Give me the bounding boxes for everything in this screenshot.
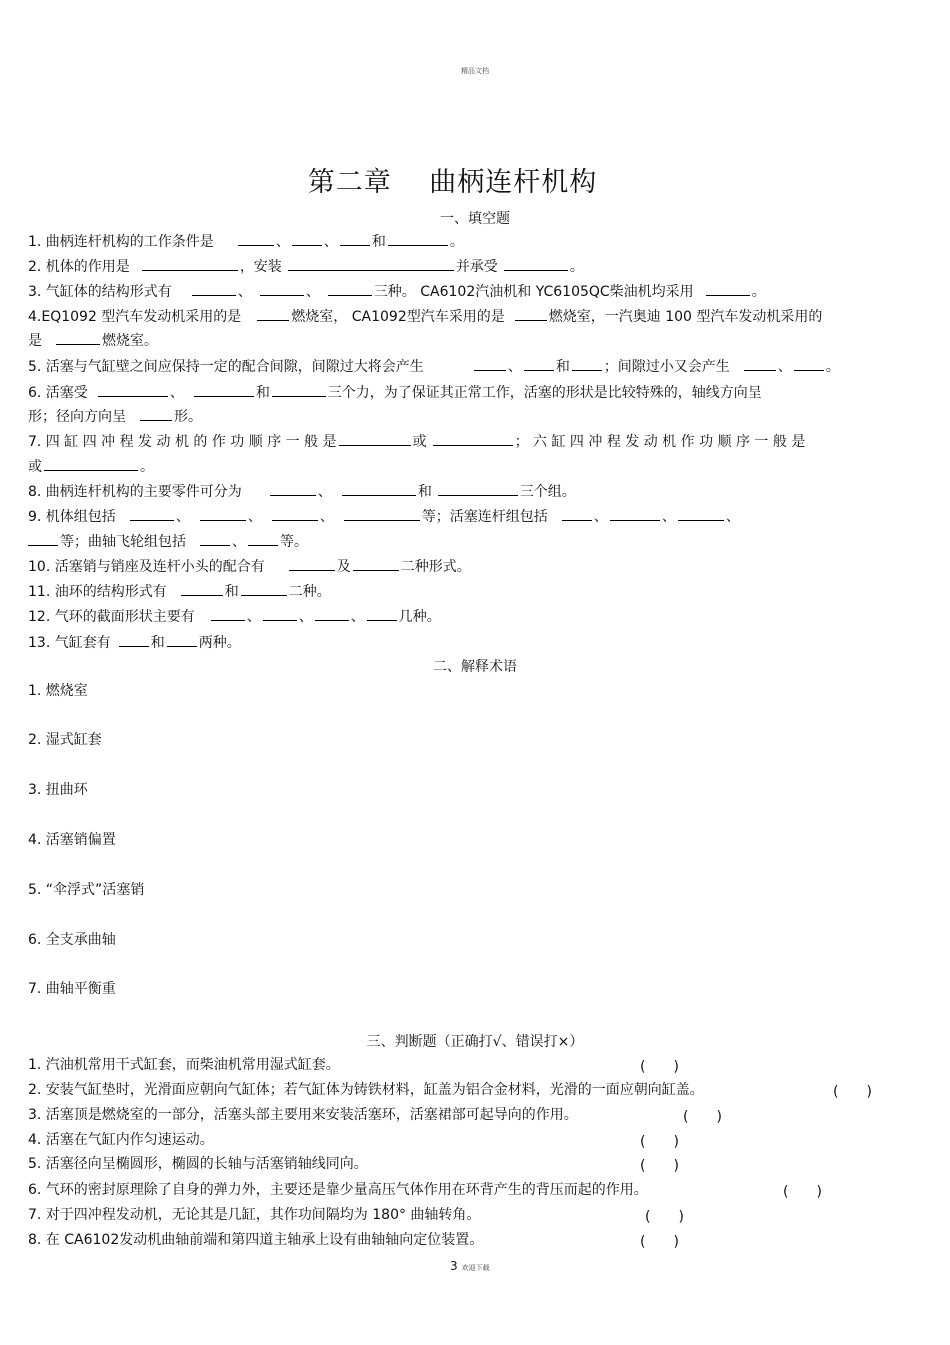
term-item: 6. 全支承曲轴 (28, 932, 116, 948)
term-item: 3. 扭曲环 (28, 782, 88, 798)
section-judge-heading: 三、判断题（正确打√、错误打×） (366, 1034, 584, 1050)
answer-blank[interactable]: ( ) (640, 1234, 679, 1250)
term-item: 4. 活塞销偏置 (28, 832, 116, 848)
answer-blank[interactable]: ( ) (833, 1084, 872, 1100)
judge-item: 7. 对于四冲程发动机，无论其是几缸，其作功间隔均为 180° 曲轴转角。 (28, 1207, 481, 1223)
question-fill-2: 2. 机体的作用是 ，安装 并承受 。 (28, 259, 584, 275)
question-fill-6: 6. 活塞受 、 和 三个力，为了保证其正常工作，活塞的形状是比较特殊的，轴线方向呈 (28, 385, 762, 401)
question-fill-9-cont: 等；曲轴飞轮组包括 、 等。 (28, 532, 308, 551)
question-fill-8: 8. 曲柄连杆机构的主要零件可分为 、 和 三个组。 (28, 484, 576, 500)
answer-blank[interactable]: ( ) (640, 1134, 679, 1150)
answer-blank[interactable]: ( ) (683, 1109, 722, 1125)
judge-item: 5. 活塞径向呈椭圆形，椭圆的长轴与活塞销轴线同向。 (28, 1156, 368, 1172)
term-item: 2. 湿式缸套 (28, 732, 102, 748)
section-fill-heading: 一、填空题 (440, 211, 510, 227)
question-fill-5: 5. 活塞与气缸壁之间应保持一定的配合间隙，间隙过大将会产生 、 和 ；间隙过小又会产生 、 。 (28, 359, 840, 375)
question-fill-13: 13. 气缸套有 和 两种。 (28, 635, 241, 651)
judge-item: 3. 活塞顶是燃烧室的一部分，活塞头部主要用来安装活塞环，活塞裙部可起导向的作用。 (28, 1107, 578, 1123)
term-item: 5. “伞浮式”活塞销 (28, 882, 145, 898)
page-footer (450, 1259, 490, 1273)
judge-item: 8. 在 CA6102发动机曲轴前端和第四道主轴承上设有曲轴轴向定位装置。 (28, 1232, 484, 1248)
question-fill-12: 12. 气环的截面形状主要有 、 、 、 几种。 (28, 609, 441, 625)
question-fill-7: 7. 四 缸 四 冲 程 发 动 机 的 作 功 顺 序 一 般 是 或 ； 六 缸 四 冲 程 发 动 机 作 功 顺 序 一 般 是 (28, 434, 806, 450)
answer-blank[interactable]: ( ) (645, 1209, 684, 1225)
question-fill-6-cont: 形；径向方向呈 形。 (28, 409, 202, 425)
question-fill-4-cont: 是 燃烧室。 (28, 333, 158, 349)
judge-item: 4. 活塞在气缸内作匀速运动。 (28, 1132, 214, 1148)
page-number: 3 (450, 1259, 458, 1273)
question-fill-1: 1. 曲柄连杆机构的工作条件是 、 、 和 。 (28, 234, 464, 250)
page-header: 精品文档 (461, 67, 489, 75)
question-fill-4: 4.EQ1092 型汽车发动机采用的是 燃烧室， CA1092型汽车采用的是 燃烧室，一汽奥迪 100 型汽车发动机采用的 (28, 309, 823, 325)
term-item: 7. 曲轴平衡重 (28, 981, 116, 997)
question-fill-10: 10. 活塞销与销座及连杆小头的配合有 及 二种形式。 (28, 559, 471, 575)
answer-blank[interactable]: ( ) (640, 1158, 679, 1174)
chapter-title: 第二章 曲柄连杆机构 (307, 167, 598, 198)
question-fill-7-cont: 或 。 (28, 459, 154, 475)
judge-item: 2. 安装气缸垫时，光滑面应朝向气缸体；若气缸体为铸铁材料，缸盖为铝合金材料，光滑的一面应朝向缸盖。 (28, 1082, 704, 1098)
question-fill-11: 11. 油环的结构形式有 和 二种。 (28, 584, 331, 600)
footer-text: 欢迎下载 (461, 1264, 490, 1272)
question-fill-3: 3. 气缸体的结构形式有 、 、 三种。 CA6102汽油机和 YC6105QC柴油机均采用 。 (28, 284, 766, 300)
term-item: 1. 燃烧室 (28, 683, 88, 699)
answer-blank[interactable]: ( ) (640, 1059, 679, 1075)
judge-item: 6. 气环的密封原理除了自身的弹力外，主要还是靠少量高压气体作用在环背产生的背压而起的作用。 (28, 1182, 648, 1198)
judge-item: 1. 汽油机常用干式缸套，而柴油机常用湿式缸套。 (28, 1057, 340, 1073)
section-terms-heading: 二、解释术语 (433, 659, 517, 675)
question-fill-9: 9. 机体组包括 、 、 、 等；活塞连杆组包括 、 、 、 (28, 509, 740, 525)
answer-blank[interactable]: ( ) (783, 1184, 822, 1200)
